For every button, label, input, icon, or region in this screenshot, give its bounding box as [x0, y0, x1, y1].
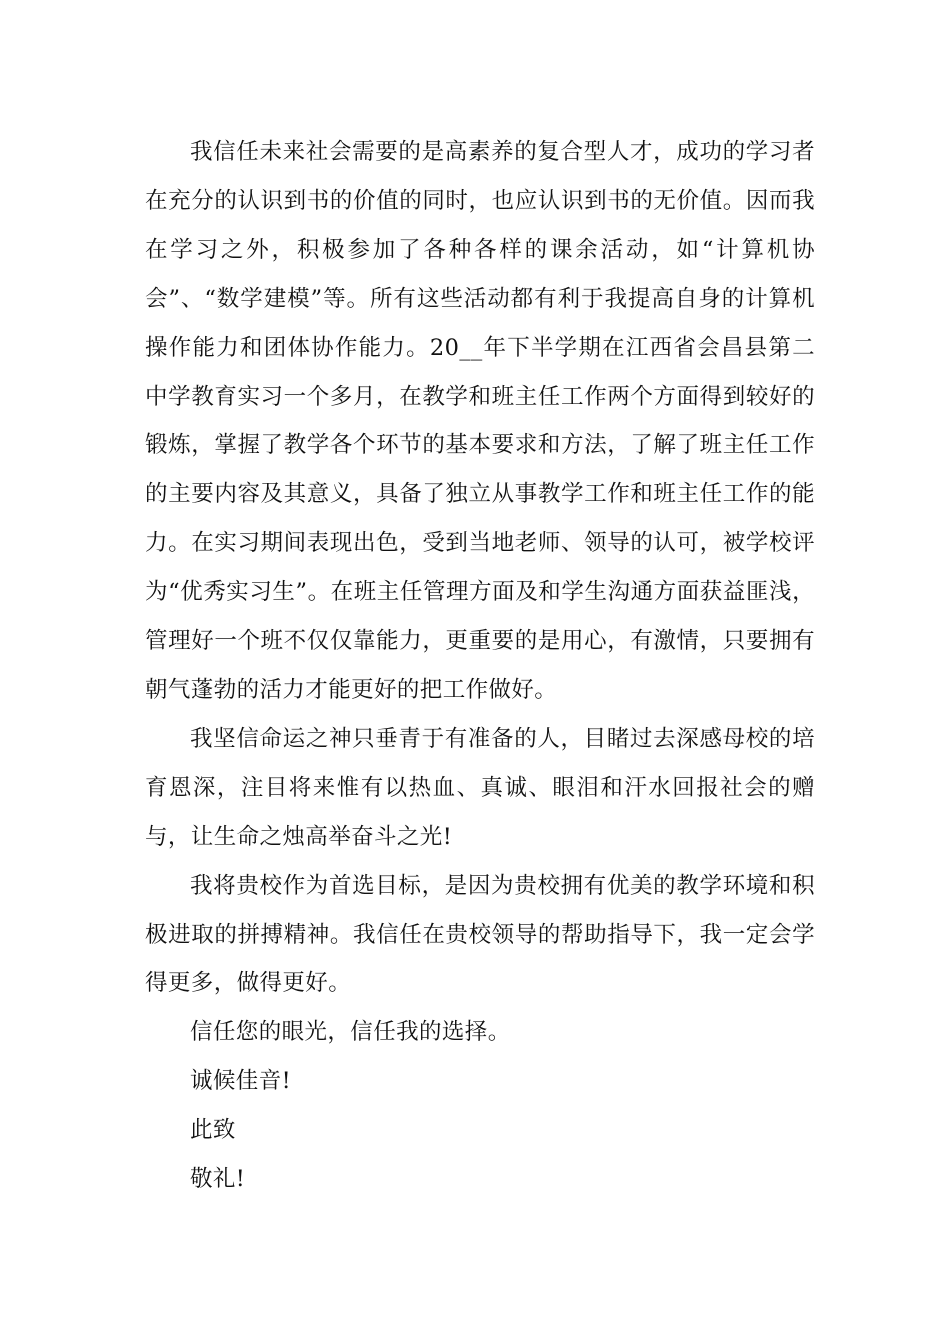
- paragraph-trust: 信任您的眼光，信任我的选择。: [190, 1019, 511, 1046]
- closing-regards: 敬礼!: [190, 1166, 246, 1193]
- closing-await-reply: 诚候佳音!: [190, 1068, 292, 1095]
- closing-salutation: 此致: [190, 1117, 236, 1144]
- paragraph-belief: 我坚信命运之神只垂青于有准备的人，目睹过去深感母校的培育恩深，注目将来惟有以热血、真诚、眼泪和汗水回报社会的赠与，让生命之烛高举奋斗之光!: [145, 725, 815, 850]
- paragraph-target-school: 我将贵校作为首选目标，是因为贵校拥有优美的教学环境和积极进取的拼搏精神。我信任在贵校领导的帮助指导下，我一定会学得更多，做得更好。: [145, 872, 815, 997]
- paragraph-self-development: 我信任未来社会需要的是高素养的复合型人才，成功的学习者在充分的认识到书的价值的同时，也应认识到书的无价值。因而我在学习之外，积极参加了各种各样的课余活动，如“计算机协会”、“数学建模”等。所有这些活动都有利于我提高自身的计算机操作能力和团体协作能力。20__年下半学期在江西省会昌县第二中学教育实习一个多月，在教学和班主任工作两个方面得到较好的锻炼，掌握了教学各个环节的基本要求和方法，了解了班主任工作的主要内容及其意义，具备了独立从事教学工作和班主任工作的能力。在实习期间表现出色，受到当地老师、领导的认可，被学校评为“优秀实习生”。在班主任管理方面及和学生沟通方面获益匪浅，管理好一个班不仅仅靠能力，更重要的是用心，有激情，只要拥有朝气蓬勃的活力才能更好的把工作做好。: [145, 139, 815, 703]
- letter-body: [145, 128, 815, 1204]
